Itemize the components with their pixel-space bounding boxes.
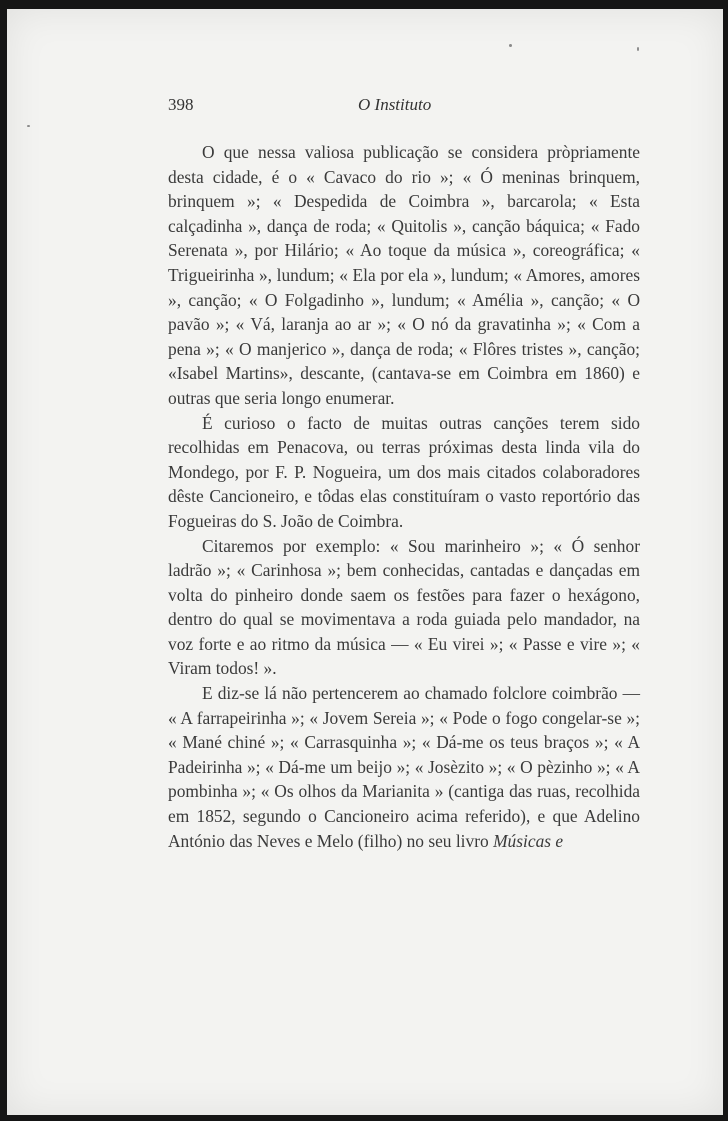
- dust-speck: [637, 47, 639, 51]
- paragraph-text: Citaremos por exemplo: « Sou marinheiro »; « Ó senhor ladrão »; « Carinhosa »; bem conhecidas, cantadas e dançadas em volta do pinheiro donde saem os festões para fazer o hexágono, dentro do qual se movimentava a roda guiada pelo mandador, na voz forte e ao ritmo da música — « Eu virei »; « Passe e vire »; « Viram todos! ».: [168, 535, 640, 679]
- paragraph: [168, 681, 640, 853]
- paragraph-text: É curioso o facto de muitas outras canções terem sido recolhidas em Penacova, ou terras próximas desta linda vila do Mondego, por F. P. Nogueira, um dos mais citados colaboradores dêste Cancioneiro, e tôdas elas constituíram o vasto reportório das Fogueiras do S. João de Coimbra.: [168, 412, 640, 531]
- paragraph-text: E diz-se lá não pertencerem ao chamado folclore coimbrão — « A farrapeirinha »; « Jovem Sereia »; « Pode o fogo congelar-se »; « Mané chiné »; « Carrasquinha »; « Dá-me os teus braços »; « A Padeirinha »; « Dá-me um beijo »; « Josèzito »; « O pèzinho »; « A pombinha »; « Os olhos da Marianita » (cantiga das ruas, recolhida em 1852, segundo o Cancioneiro acima referido), e que Adelino António das Neves e Melo (filho) no seu livro: [168, 683, 640, 851]
- paragraph: [168, 140, 640, 411]
- paragraph-text: O que nessa valiosa publicação se considera pròpriamente desta cidade, é o « Cavaco do rio »; « Ó meninas brinquem, brinquem »; « Despedida de Coimbra », barcarola; « Esta calçadinha », dança de roda; « Quitolis », canção báquica; « Fado Serenata », por Hilário; « Ao toque da música », coreográfica; « Trigueirinha », lundum; « Ela por ela », lundum; « Amores, amores », canção; « O Folgadinho », lundum; « Amélia », canção; « O pavão »; « Vá, laranja ao ar »; « O nó da gravatinha »; « Com a pena »; « O manjerico », dança de roda; « Flôres tristes », canção; «Isabel Martins», descante, (cantava-se em Coimbra em 1860) e outras que seria longo enumerar.: [168, 142, 640, 408]
- body-text: [168, 140, 640, 853]
- page-number: 398: [168, 95, 194, 114]
- book-title-italic: Músicas e: [493, 830, 564, 851]
- page-header: [168, 95, 640, 119]
- paragraph: [168, 534, 640, 682]
- dust-speck: [27, 125, 30, 127]
- paragraph: [168, 411, 640, 534]
- dust-speck: [509, 44, 512, 47]
- running-title: O Instituto: [358, 95, 432, 114]
